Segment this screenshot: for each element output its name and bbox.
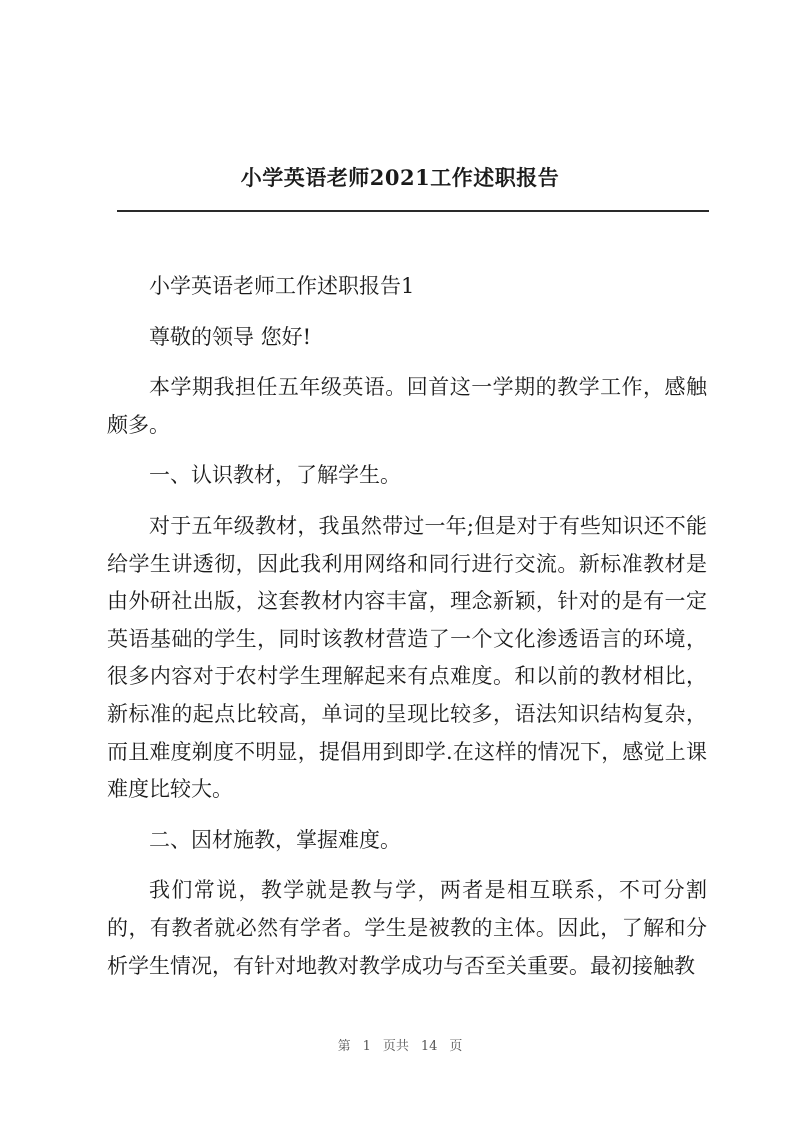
paragraph: 本学期我担任五年级英语。回首这一学期的教学工作，感触颇多。 [107,375,707,437]
footer-suffix: 页 [449,1039,463,1054]
document-title: 小学英语老师2021工作述职报告 [240,165,560,190]
footer-prefix: 第 [337,1039,351,1054]
salutation: 尊敬的领导 您好! [149,324,312,349]
subheading: 二、因材施教，掌握难度。 [149,827,401,852]
section-heading: 小学英语老师工作述职报告1 [149,274,415,298]
title-underline [117,210,709,212]
paragraph: 我们常说，教学就是教与学，两者是相互联系，不可分割的，有教者就必然有学者。学生是被教的主体。因此，了解和分析学生情况，有针对地教对教学成功与否至关重要。最初接触教 [107,878,707,978]
page-total: 14 [420,1039,438,1054]
footer-middle: 页共 [382,1039,409,1054]
paragraph: 对于五年级教材，我虽然带过一年;但是对于有些知识还不能给学生讲透彻，因此我利用网络和同行进行交流。新标准教材是由外研社出版，这套教材内容丰富，理念新颖，针对的是有一定英语基础的学生，同时该教材营造了一个文化渗透语言的环境，很多内容对于农村学生理解起来有点难度。和以前的教材相比，新标准的起点比较高，单词的呈现比较多，语法知识结构复杂，而且难度剃度不明显，提倡用到即学.在这样的情况下，感觉上课难度比较大。 [107,513,707,802]
document-body [107,268,707,998]
page-number: 1 [362,1039,371,1054]
subheading: 一、认识教材，了解学生。 [149,463,401,488]
page-footer [0,1035,800,1054]
